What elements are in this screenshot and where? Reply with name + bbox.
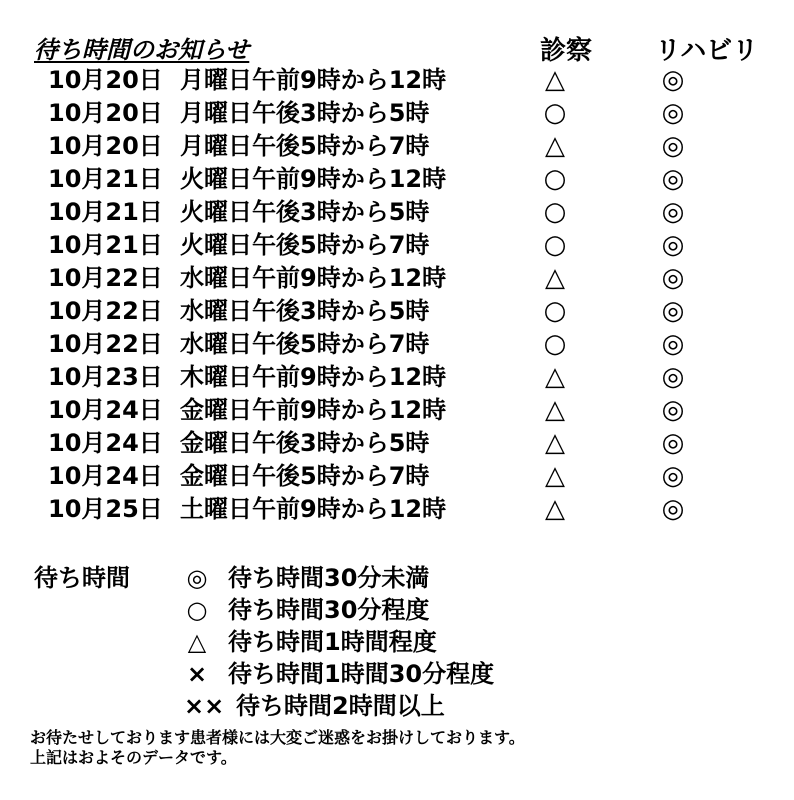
row-date: 10月20日 [48, 132, 163, 160]
schedule-row [0, 97, 794, 130]
rehab-wait-mark: ◎ [661, 329, 685, 359]
legend-description: 待ち時間1時間程度 [228, 628, 437, 656]
legend-description: 待ち時間2時間以上 [236, 692, 445, 720]
row-date: 10月23日 [48, 363, 163, 391]
page-title: 待ち時間のお知らせ [34, 36, 250, 64]
legend-symbol: ×× [184, 692, 225, 720]
row-time-slot: 月曜日午後3時から5時 [180, 99, 430, 127]
row-date: 10月22日 [48, 264, 163, 292]
schedule-row [0, 130, 794, 163]
rehab-wait-mark: ◎ [661, 98, 685, 128]
shinsatsu-wait-mark: ○ [543, 296, 567, 326]
shinsatsu-wait-mark: ○ [543, 230, 567, 260]
shinsatsu-wait-mark: △ [545, 395, 565, 425]
row-date: 10月20日 [48, 66, 163, 94]
shinsatsu-wait-mark: △ [545, 461, 565, 491]
rehab-wait-mark: ◎ [661, 263, 685, 293]
row-date: 10月20日 [48, 99, 163, 127]
rehab-wait-mark: ◎ [661, 230, 685, 260]
row-time-slot: 水曜日午後5時から7時 [180, 330, 430, 358]
shinsatsu-wait-mark: △ [545, 428, 565, 458]
row-time-slot: 月曜日午後5時から7時 [180, 132, 430, 160]
legend-description: 待ち時間30分程度 [228, 596, 430, 624]
row-date: 10月22日 [48, 330, 163, 358]
schedule-row [0, 64, 794, 97]
row-time-slot: 金曜日午後3時から5時 [180, 429, 430, 457]
shinsatsu-wait-mark: △ [545, 362, 565, 392]
schedule-row [0, 229, 794, 262]
schedule-row [0, 295, 794, 328]
schedule-row [0, 394, 794, 427]
row-time-slot: 火曜日午前9時から12時 [180, 165, 447, 193]
rehab-wait-mark: ◎ [661, 164, 685, 194]
row-time-slot: 月曜日午前9時から12時 [180, 66, 447, 94]
shinsatsu-wait-mark: ○ [543, 329, 567, 359]
legend-symbol: × [186, 660, 208, 688]
rehab-wait-mark: ◎ [661, 461, 685, 491]
legend-description: 待ち時間1時間30分程度 [228, 660, 495, 688]
disclaimer-note: 上記はおよそのデータです。 [30, 748, 237, 767]
rehab-wait-mark: ◎ [661, 197, 685, 227]
row-date: 10月21日 [48, 231, 163, 259]
rehab-wait-mark: ◎ [661, 296, 685, 326]
row-time-slot: 木曜日午前9時から12時 [180, 363, 447, 391]
rehab-wait-mark: ◎ [661, 395, 685, 425]
schedule-row [0, 427, 794, 460]
rehab-wait-mark: ◎ [661, 362, 685, 392]
legend-symbol: ◎ [186, 564, 208, 592]
schedule-row [0, 328, 794, 361]
apology-note: お待たせしております患者様には大変ご迷惑をお掛けしております。 [30, 728, 525, 747]
schedule-row [0, 493, 794, 526]
schedule-row [0, 196, 794, 229]
schedule-row [0, 262, 794, 295]
row-time-slot: 金曜日午前9時から12時 [180, 396, 447, 424]
row-time-slot: 土曜日午前9時から12時 [180, 495, 447, 523]
row-date: 10月25日 [48, 495, 163, 523]
schedule-row [0, 163, 794, 196]
row-time-slot: 水曜日午後3時から5時 [180, 297, 430, 325]
column-header-shinsatsu: 診察 [540, 36, 593, 66]
row-time-slot: 火曜日午後5時から7時 [180, 231, 430, 259]
row-date: 10月22日 [48, 297, 163, 325]
row-date: 10月21日 [48, 198, 163, 226]
column-header-rehab: リハビリ [655, 36, 759, 66]
shinsatsu-wait-mark: △ [545, 494, 565, 524]
legend-description: 待ち時間30分未満 [228, 564, 430, 592]
shinsatsu-wait-mark: △ [545, 65, 565, 95]
row-date: 10月24日 [48, 396, 163, 424]
row-time-slot: 火曜日午後3時から5時 [180, 198, 430, 226]
shinsatsu-wait-mark: ○ [543, 197, 567, 227]
shinsatsu-wait-mark: △ [545, 131, 565, 161]
schedule-table [0, 64, 794, 526]
row-date: 10月24日 [48, 429, 163, 457]
rehab-wait-mark: ◎ [661, 428, 685, 458]
row-date: 10月24日 [48, 462, 163, 490]
shinsatsu-wait-mark: ○ [543, 164, 567, 194]
legend-symbol: △ [187, 628, 207, 656]
legend-symbol: ○ [186, 596, 208, 624]
row-date: 10月21日 [48, 165, 163, 193]
row-time-slot: 水曜日午前9時から12時 [180, 264, 447, 292]
legend-title: 待ち時間 [34, 564, 130, 592]
rehab-wait-mark: ◎ [661, 65, 685, 95]
rehab-wait-mark: ◎ [661, 494, 685, 524]
shinsatsu-wait-mark: ○ [543, 98, 567, 128]
rehab-wait-mark: ◎ [661, 131, 685, 161]
schedule-row [0, 361, 794, 394]
shinsatsu-wait-mark: △ [545, 263, 565, 293]
schedule-row [0, 460, 794, 493]
row-time-slot: 金曜日午後5時から7時 [180, 462, 430, 490]
